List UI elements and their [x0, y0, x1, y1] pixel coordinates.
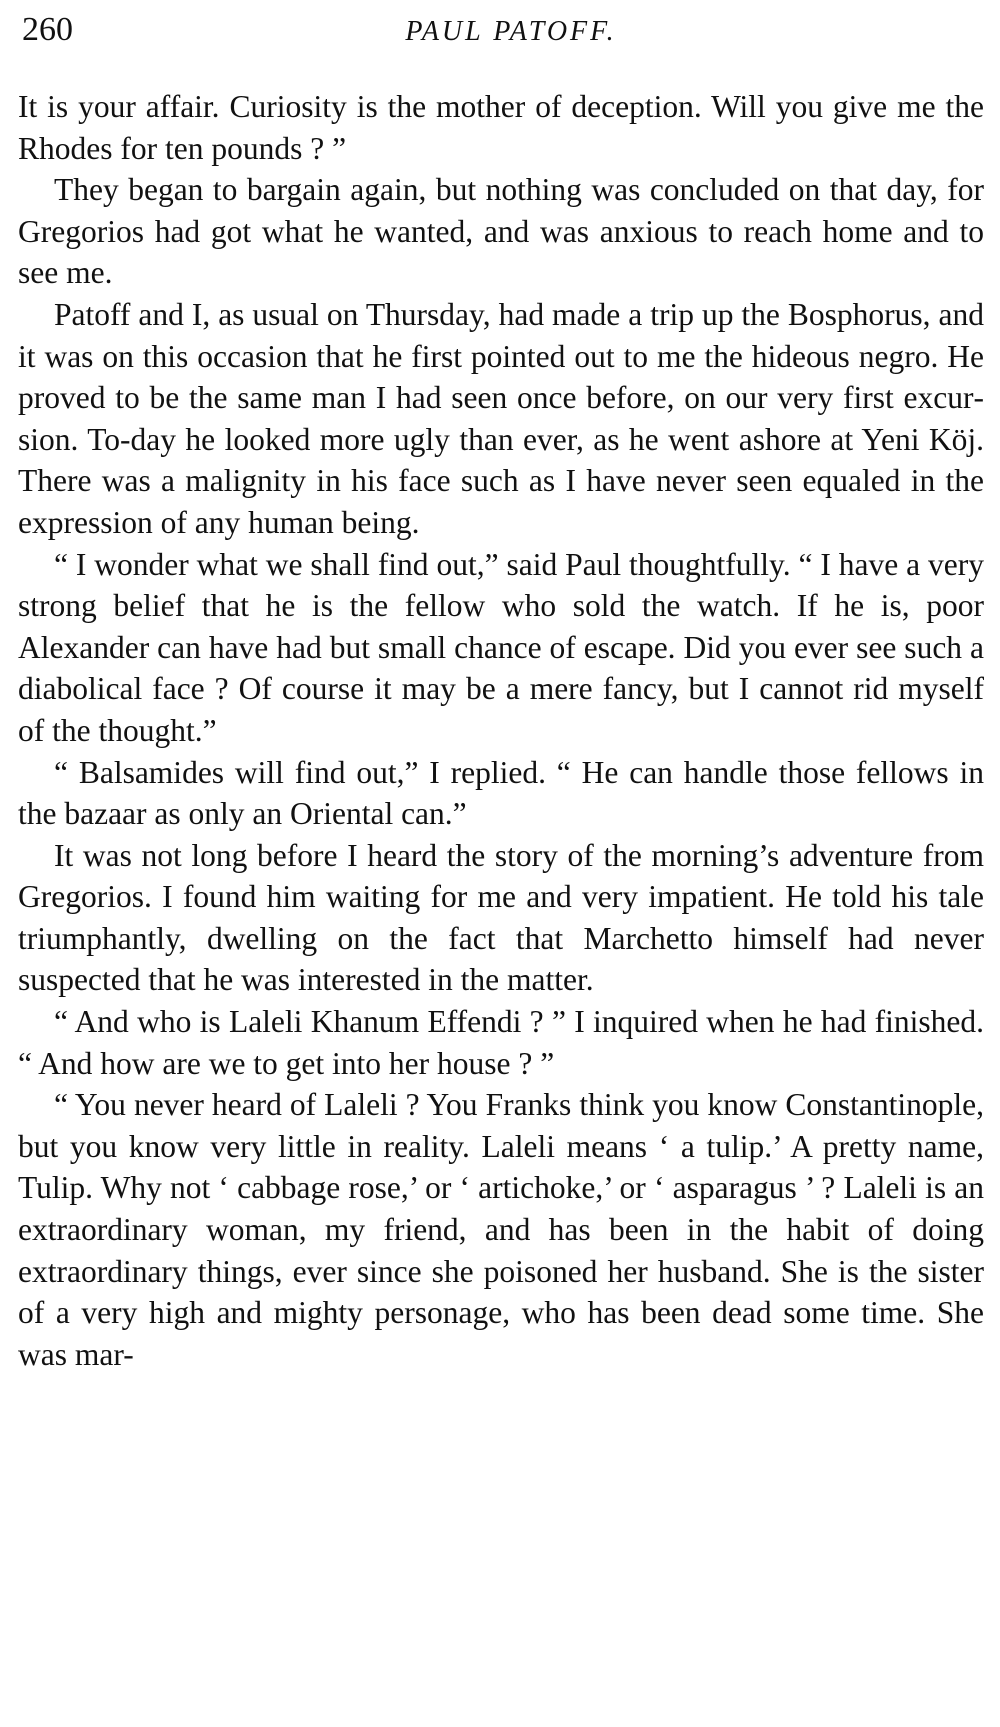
paragraph: “ I wonder what we shall find out,” said Paul thoughtfully. “ I have a very strong belief that he is the fellow who sold the watch. If he is, poor Alexander can have had but small chance of escape. Did you ever see such a diabolical face ? Of course it may be a mere fancy, but I cannot rid myself of the thought.” — [18, 546, 984, 748]
book-page — [18, 10, 984, 1375]
page-number: 260 — [22, 11, 73, 48]
paragraph: It is your affair. Curiosity is the mother of deception. Will you give me the Rhodes for ten pounds ? ” — [18, 89, 984, 166]
paragraph: “ You never heard of Laleli ? You Franks think you know Constantinople, but you know very little in reality. Laleli means ‘ a tulip.’ A pretty name, Tulip. Why not ‘ cabbage rose,’ or ‘ artichoke,’ or ‘ asparagus ’ ? Laleli is an extraordinary woman, my friend, and has been in the habit of doing extraordinary things, ever since she poisoned her husband. She is the sister of a very high and mighty personage, who has been dead some time. She was mar- — [18, 1087, 984, 1372]
page-header — [18, 10, 984, 58]
running-head: PAUL PATOFF. — [405, 16, 617, 47]
body-text — [18, 86, 984, 1375]
paragraph: “ Balsamides will find out,” I replied. “ He can handle those fellows in the bazaar as only an Oriental can.” — [18, 754, 984, 832]
paragraph: They began to bargain again, but nothing was concluded on that day, for Gregorios had got what he wanted, and was anxious to reach home and to see me. — [18, 172, 984, 291]
paragraph: Patoff and I, as usual on Thursday, had made a trip up the Bosphorus, and it was on this occasion that he first pointed out to me the hideous negro. He proved to be the same man I had seen once before, on our very first excursion. To-day he looked more ugly than ever, as he went ashore at Yeni Köj. There was a malignity in his face such as I have never seen equaled in the expression of any human being. — [18, 296, 984, 540]
paragraph: “ And who is Laleli Khanum Effendi ? ” I inquired when he had finished. “ And how are we to get into her house ? ” — [18, 1004, 984, 1081]
paragraph: It was not long before I heard the story of the morning’s adventure from Gregorios. I found him waiting for me and very impatient. He told his tale triumphantly, dwelling on the fact that Marchetto himself had never suspected that he was interested in the matter. — [18, 837, 984, 998]
